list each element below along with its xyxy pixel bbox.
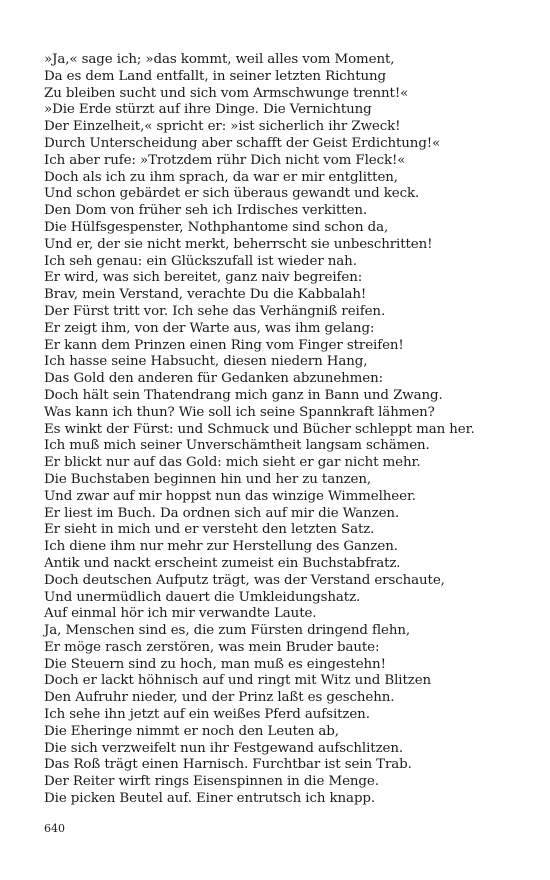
- poem-line: Die sich verzweifelt nun ihr Festgewand aufschlitzen.: [44, 740, 404, 756]
- poem-line: Ich diene ihm nur mehr zur Herstellung des Ganzen.: [44, 539, 398, 555]
- poem-text-block: [44, 52, 524, 808]
- poem-line: Ja, Menschen sind es, die zum Fürsten dringend flehn,: [44, 623, 411, 639]
- poem-line: Er blickt nur auf das Gold: mich sieht er gar nicht mehr.: [44, 455, 421, 471]
- poem-line: Das Roß trägt einen Harnisch. Furchtbar ist sein Trab.: [44, 757, 412, 773]
- poem-line: Durch Unterscheidung aber schafft der Geist Erdichtung!«: [44, 135, 441, 151]
- poem-line: Ich hasse seine Habsucht, diesen niedern Hang,: [44, 354, 368, 370]
- poem-line: Den Dom von früher seh ich Irdisches verkitten.: [44, 203, 368, 219]
- poem-line: Ich aber rufe: »Trotzdem rühr Dich nicht vom Fleck!«: [44, 152, 406, 168]
- poem-line: Der Fürst tritt vor. Ich sehe das Verhängniß reifen.: [44, 303, 386, 319]
- poem-line: Ich sehe ihn jetzt auf ein weißes Pferd aufsitzen.: [44, 707, 370, 723]
- poem-line: Die Buchstaben beginnen hin und her zu tanzen,: [44, 471, 372, 487]
- poem-line: Doch er lackt höhnisch auf und ringt mit Witz und Blitzen: [44, 673, 432, 689]
- poem-line: Und zwar auf mir hoppst nun das winzige Wimmelheer.: [44, 488, 416, 504]
- poem-line: Doch hält sein Thatendrang mich ganz in Bann und Zwang.: [44, 387, 443, 403]
- poem-line: Ich muß mich seiner Unverschämtheit langsam schämen.: [44, 438, 430, 454]
- poem-line: Die Eheringe nimmt er noch den Leuten ab,: [44, 723, 339, 739]
- poem-line: Der Reiter wirft rings Eisenspinnen in die Menge.: [44, 774, 379, 790]
- poem-line: Doch deutschen Aufputz trägt, was der Verstand erschaute,: [44, 572, 445, 588]
- poem-line: Und schon gebärdet er sich überaus gewandt und keck.: [44, 186, 420, 202]
- poem-line: Er liest im Buch. Da ordnen sich auf mir die Wanzen.: [44, 505, 400, 521]
- poem-line: »Ja,« sage ich; »das kommt, weil alles vom Moment,: [44, 52, 395, 67]
- poem-line: Es winkt der Fürst: und Schmuck und Bücher schleppt man her.: [44, 421, 475, 437]
- poem-line: Was kann ich thun? Wie soll ich seine Spannkraft lähmen?: [44, 404, 435, 420]
- poem-line: Den Aufruhr nieder, und der Prinz laßt es geschehn.: [44, 690, 395, 706]
- poem-line: Brav, mein Verstand, verachte Du die Kabbalah!: [44, 287, 367, 303]
- poem-line: Doch als ich zu ihm sprach, da war er mir entglitten,: [44, 169, 398, 185]
- poem-line: Er sieht in mich und er versteht den letzten Satz.: [44, 522, 375, 538]
- poem-line: Und er, der sie nicht merkt, beherrscht sie unbeschritten!: [44, 236, 433, 252]
- poem-line: Das Gold den anderen für Gedanken abzunehmen:: [44, 371, 384, 387]
- poem-line: Die picken Beutel auf. Einer entrutsch ich knapp.: [44, 791, 376, 807]
- poem-line: Und unermüdlich dauert die Umkleidungshatz.: [44, 589, 361, 605]
- poem-line: Ich seh genau: ein Glückszufall ist wieder nah.: [44, 253, 357, 269]
- poem-line: Antik und nackt erscheint zumeist ein Buchstabfratz.: [44, 555, 401, 571]
- poem-line: »Die Erde stürzt auf ihre Dinge. Die Vernichtung: [44, 102, 372, 118]
- poem-line: Er wird, was sich bereitet, ganz naiv begreifen:: [44, 270, 363, 286]
- poem-line: Da es dem Land entfallt, in seiner letzten Richtung: [44, 68, 387, 84]
- poem-line: Die Hülfsgespenster, Nothphantome sind schon da,: [44, 219, 389, 235]
- poem-line: Auf einmal hör ich mir verwandte Laute.: [44, 606, 317, 622]
- poem-line: Er kann dem Prinzen einen Ring vom Finger streifen!: [44, 337, 404, 353]
- poem-line: Zu bleiben sucht und sich vom Armschwunge trennt!«: [44, 85, 409, 101]
- poem-line: Der Einzelheit,« spricht er: »ist sicherlich ihr Zweck!: [44, 119, 401, 135]
- page-number: 640: [44, 822, 65, 835]
- poem-line: Er zeigt ihm, von der Warte aus, was ihm gelang:: [44, 320, 375, 336]
- poem-line: Er möge rasch zerstören, was mein Bruder baute:: [44, 639, 380, 655]
- poem-line: Die Steuern sind zu hoch, man muß es eingestehn!: [44, 656, 386, 672]
